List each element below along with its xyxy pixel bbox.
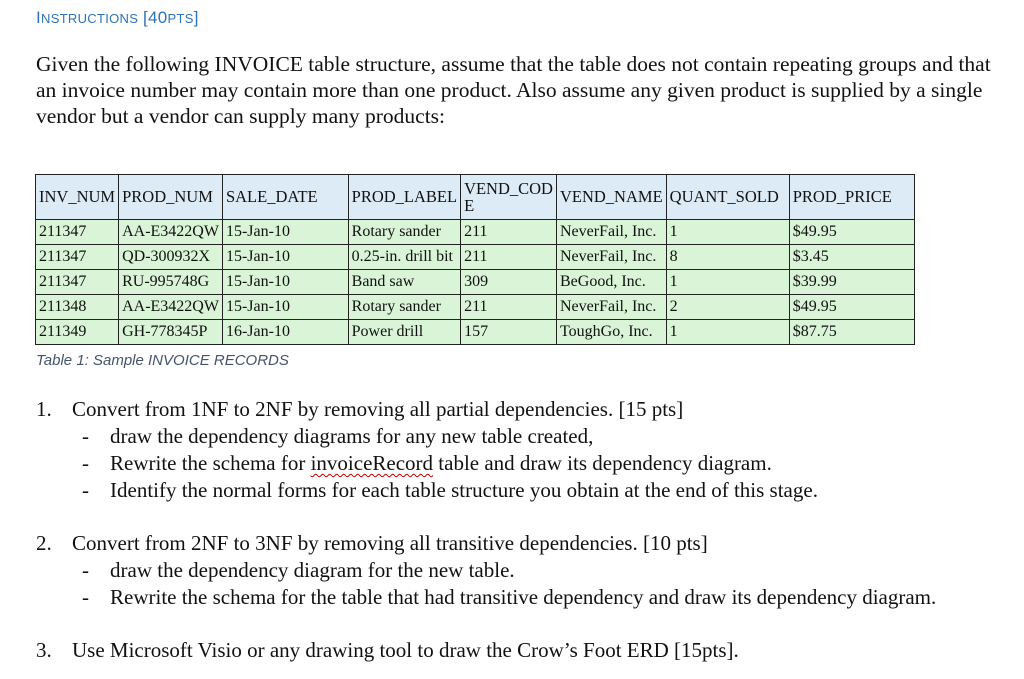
dash-bullet: - [82,424,89,448]
cell-inv-num: 211348 [36,295,119,320]
section-heading [36,8,199,28]
cell-inv-num: 211347 [36,270,119,295]
subtask-item [82,477,1016,504]
heading-rest: NSTRUCTIONS [41,11,139,26]
subtask-item [82,423,1016,450]
cell-prod-label: Power drill [348,320,460,345]
header-inv-num: INV_NUM [36,175,119,220]
subtask-text: Identify the normal forms for each table structure you obtain at the end of this stage. [110,478,818,502]
cell-prod-num: AA-E3422QW [119,220,223,245]
header-vend-code-line2: E [464,196,475,215]
task-line [36,637,1016,664]
header-prod-price: PROD_PRICE [789,175,914,220]
header-vend-name: VEND_NAME [556,175,666,220]
task-spacer [36,504,1016,530]
intro-paragraph: Given the following INVOICE table structure, assume that the table does not contain repeating groups and that an invoice number may contain more than one product. Also assume any given product is supplied by a single vendor but a vendor can supply many products: [36,52,991,128]
heading-points-label: PTS [167,11,194,26]
table-row [36,320,915,345]
subtask-text [110,450,772,477]
cell-prod-price: $87.75 [789,320,914,345]
header-vend-code [461,175,557,220]
table-row [36,220,915,245]
header-sale-date: SALE_DATE [222,175,348,220]
dash-bullet: - [82,585,89,609]
task-list [36,396,1016,664]
task-number: 3. [36,638,52,662]
cell-inv-num: 211349 [36,320,119,345]
cell-sale-date: 16-Jan-10 [222,320,348,345]
cell-quant-sold: 1 [666,220,789,245]
subtask-item [82,450,1016,477]
dash-bullet: - [82,451,89,475]
task-line [36,396,1016,423]
cell-quant-sold: 1 [666,270,789,295]
invoice-table [35,174,915,345]
cell-sale-date: 15-Jan-10 [222,270,348,295]
cell-vend-code: 211 [461,220,557,245]
cell-prod-num: AA-E3422QW [119,295,223,320]
task-item [36,530,1016,611]
task-line [36,530,1016,557]
cell-vend-name: BeGood, Inc. [556,270,666,295]
task-spacer [36,611,1016,637]
heading-initial: I [36,8,42,27]
subtask-text: draw the dependency diagrams for any new table created, [110,424,594,448]
cell-prod-num: QD-300932X [119,245,223,270]
cell-prod-price: $3.45 [789,245,914,270]
cell-quant-sold: 2 [666,295,789,320]
task-text: Use Microsoft Visio or any drawing tool to draw the Crow’s Foot ERD [15pts]. [72,638,739,662]
subtask-text: Rewrite the schema for the table that had transitive dependency and draw its dependency diagram. [110,585,937,609]
table-caption: Table 1: Sample INVOICE RECORDS [36,352,289,369]
cell-vend-code: 309 [461,270,557,295]
dash-bullet: - [82,478,89,502]
task-number: 2. [36,531,52,555]
heading-points-open: [40 [142,8,168,27]
heading-points-close: ] [193,8,199,27]
header-quant-sold: QUANT_SOLD [666,175,789,220]
cell-prod-price: $49.95 [789,220,914,245]
cell-quant-sold: 1 [666,320,789,345]
dash-bullet: - [82,558,89,582]
cell-quant-sold: 8 [666,245,789,270]
cell-vend-name: NeverFail, Inc. [556,295,666,320]
table-row [36,270,915,295]
spellcheck-flagged-word: invoiceRecord [310,451,434,475]
header-vend-code-line1: VEND_COD [464,179,553,198]
cell-vend-code: 211 [461,245,557,270]
task-item [36,637,1016,664]
cell-sale-date: 15-Jan-10 [222,245,348,270]
cell-prod-label: Rotary sander [348,220,460,245]
cell-vend-name: NeverFail, Inc. [556,245,666,270]
cell-prod-label: Rotary sander [348,295,460,320]
task-text: Convert from 1NF to 2NF by removing all partial dependencies. [15 pts] [72,397,684,421]
cell-vend-name: NeverFail, Inc. [556,220,666,245]
cell-sale-date: 15-Jan-10 [222,295,348,320]
cell-prod-price: $39.99 [789,270,914,295]
subtask-item [82,584,1016,611]
cell-vend-name: ToughGo, Inc. [556,320,666,345]
subtask-item [82,557,1016,584]
subtask-text-part: Rewrite the schema for [110,451,311,475]
task-text: Convert from 2NF to 3NF by removing all transitive dependencies. [10 pts] [72,531,708,555]
cell-prod-price: $49.95 [789,295,914,320]
cell-prod-num: RU-995748G [119,270,223,295]
subtask-text: draw the dependency diagram for the new table. [110,558,515,582]
cell-prod-label: 0.25-in. drill bit [348,245,460,270]
task-number: 1. [36,397,52,421]
subtask-text-part: table and draw its dependency diagram. [433,451,772,475]
header-prod-num: PROD_NUM [119,175,223,220]
cell-inv-num: 211347 [36,220,119,245]
invoice-header-row [36,175,915,220]
header-prod-label: PROD_LABEL [348,175,460,220]
cell-vend-code: 157 [461,320,557,345]
cell-vend-code: 211 [461,295,557,320]
table-row [36,295,915,320]
task-item [36,396,1016,504]
cell-prod-num: GH-778345P [119,320,223,345]
cell-inv-num: 211347 [36,245,119,270]
cell-prod-label: Band saw [348,270,460,295]
cell-sale-date: 15-Jan-10 [222,220,348,245]
table-row [36,245,915,270]
